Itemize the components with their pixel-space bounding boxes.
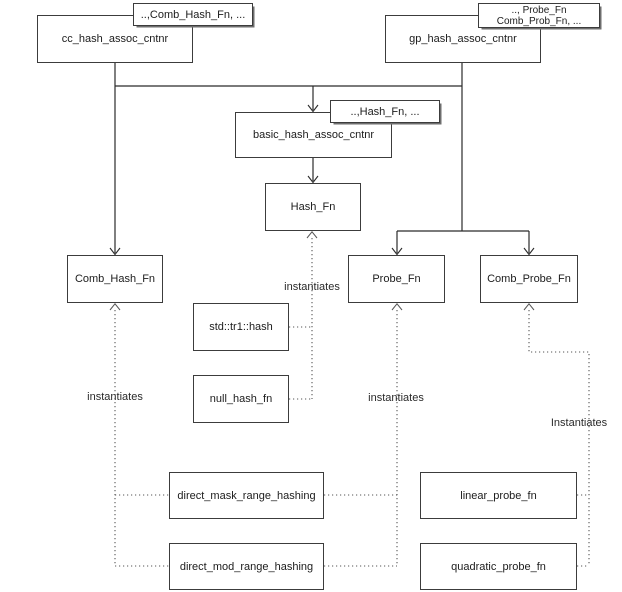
edge-label-instantiates-hash: instantiates (284, 281, 340, 293)
arrowhead-comb-hash-fn-bottom (110, 304, 120, 310)
tag-hash-fn-param: ..,Hash_Fn, ... (330, 100, 440, 123)
node-comb-hash-fn: Comb_Hash_Fn (67, 255, 163, 303)
tag-probe-fn-param-line1: .., Probe_Fn (511, 4, 567, 16)
edge-instantiates-comb-probe-fn (529, 310, 589, 566)
node-gp-hash-assoc-cntnr: gp_hash_assoc_cntnr (385, 15, 541, 63)
node-direct-mod-range-hashing: direct_mod_range_hashing (169, 543, 324, 590)
node-null-hash-fn: null_hash_fn (193, 375, 289, 423)
arrowhead-comb-probe-fn-bottom (524, 304, 534, 310)
tag-probe-fn-param (478, 3, 600, 28)
edge-label-instantiates-comb-probe: Instantiates (550, 417, 608, 429)
edge-instantiates-probe-fn (324, 310, 397, 566)
node-linear-probe-fn: linear_probe_fn (420, 472, 577, 519)
tag-probe-fn-param-line2: Comb_Prob_Fn, ... (496, 15, 582, 27)
edge-instantiates-hash-fn (289, 238, 312, 399)
node-cc-hash-assoc-cntnr: cc_hash_assoc_cntnr (37, 15, 193, 63)
tag-comb-hash-fn-param: ..,Comb_Hash_Fn, ... (133, 3, 253, 26)
node-probe-fn: Probe_Fn (348, 255, 445, 303)
node-quadratic-probe-fn: quadratic_probe_fn (420, 543, 577, 590)
edge-label-instantiates-probe: instantiates (368, 392, 424, 404)
edge-instantiates-comb-hash-fn (115, 310, 169, 566)
node-hash-fn: Hash_Fn (265, 183, 361, 231)
node-comb-probe-fn: Comb_Probe_Fn (480, 255, 578, 303)
arrowhead-hash-fn-bottom (307, 232, 317, 238)
node-basic-hash-assoc-cntnr: basic_hash_assoc_cntnr (235, 112, 392, 158)
node-direct-mask-range-hashing: direct_mask_range_hashing (169, 472, 324, 519)
arrowhead-probe-fn-bottom (392, 304, 402, 310)
node-std-tr1-hash: std::tr1::hash (193, 303, 289, 351)
edge-label-instantiates-comb-hash: instantiates (87, 391, 143, 403)
